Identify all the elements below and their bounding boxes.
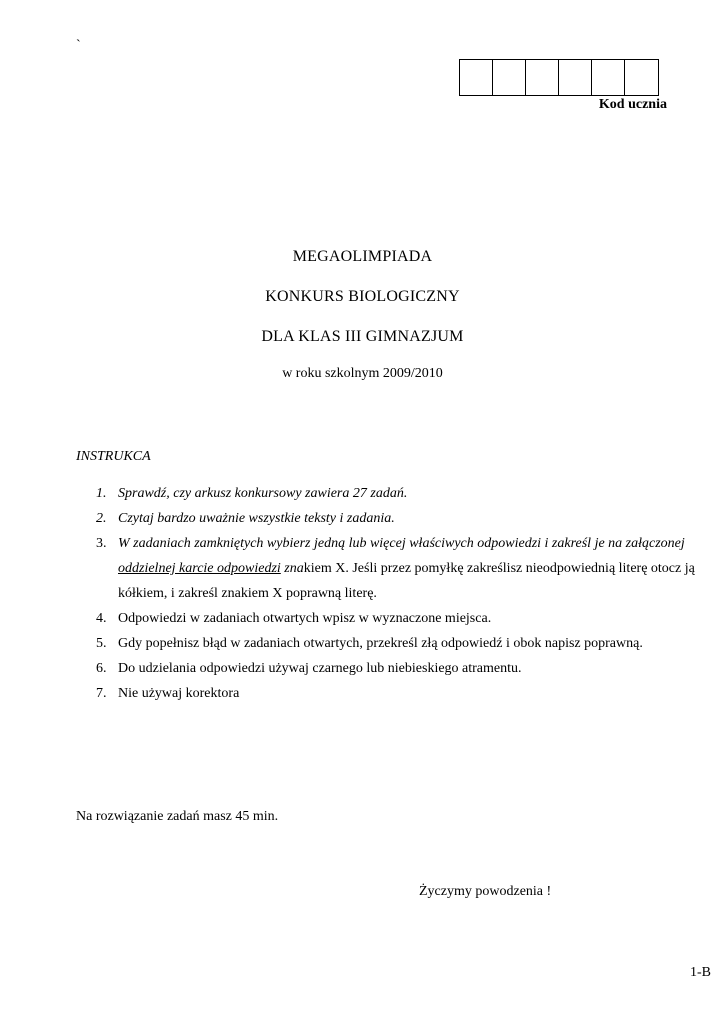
instruction-number: 5. bbox=[96, 636, 107, 651]
instructions-list bbox=[96, 481, 716, 706]
instruction-text-underlined: oddzielnej karcie odpowiedzi bbox=[118, 561, 281, 576]
instruction-text: Gdy popełnisz błąd w zadaniach otwartych, przekreśl złą odpowiedź i obok napisz poprawną. bbox=[118, 636, 643, 651]
instruction-number: 3. bbox=[96, 536, 107, 551]
title-contest-name: MEGAOLIMPIADA bbox=[292, 248, 433, 265]
instruction-text-part: W zadaniach zamkniętych wybierz jedną lub więcej właściwych odpowiedzi i zakreśl je na załączonej bbox=[118, 536, 685, 551]
instruction-item bbox=[96, 606, 716, 631]
instruction-item bbox=[96, 506, 716, 531]
instruction-number: 6. bbox=[96, 661, 107, 676]
student-code-box[interactable] bbox=[625, 60, 658, 95]
instruction-number: 7. bbox=[96, 686, 107, 701]
title-school-year: w roku szkolnym 2009/2010 bbox=[282, 366, 443, 381]
instruction-text: Odpowiedzi w zadaniach otwartych wpisz w wyznaczone miejsca. bbox=[118, 611, 492, 626]
student-code-box[interactable] bbox=[592, 60, 625, 95]
instruction-text: Czytaj bardzo uważnie wszystkie teksty i zadania. bbox=[118, 511, 395, 526]
student-code-box[interactable] bbox=[526, 60, 559, 95]
instruction-item bbox=[96, 631, 716, 656]
instruction-number: 4. bbox=[96, 611, 107, 626]
instruction-text-part: zna bbox=[280, 561, 304, 576]
instruction-item bbox=[96, 481, 716, 506]
student-code-box[interactable] bbox=[493, 60, 526, 95]
instruction-item bbox=[96, 681, 716, 706]
instruction-item bbox=[96, 656, 716, 681]
instruction-text: Nie używaj korektora bbox=[118, 686, 240, 701]
student-code-label: Kod ucznia bbox=[598, 97, 667, 112]
time-limit-note: Na rozwiązanie zadań masz 45 min. bbox=[76, 809, 279, 824]
corner-mark: ` bbox=[76, 38, 81, 53]
good-luck-message: Życzymy powodzenia ! bbox=[419, 884, 552, 899]
instruction-text: Sprawdź, czy arkusz konkursowy zawiera 27 zadań. bbox=[118, 486, 408, 501]
instruction-text: Do udzielania odpowiedzi używaj czarnego lub niebieskiego atramentu. bbox=[118, 661, 522, 676]
instructions-heading: INSTRUKCA bbox=[76, 449, 151, 464]
instruction-number: 2. bbox=[96, 511, 107, 526]
title-subject: KONKURS BIOLOGICZNY bbox=[265, 288, 460, 305]
instruction-number: 1. bbox=[96, 486, 107, 501]
instruction-text bbox=[118, 531, 716, 606]
title-grade: DLA KLAS III GIMNAZJUM bbox=[261, 328, 464, 345]
student-code-boxes[interactable] bbox=[459, 59, 659, 96]
instruction-text-part: kiem X. Jeśli przez pomyłkę zakreślisz nieodpowiednią literę otocz ją kółkiem, i zakreśl znakiem X poprawną literę. bbox=[118, 561, 695, 601]
student-code-box[interactable] bbox=[460, 60, 493, 95]
instruction-item bbox=[96, 531, 716, 606]
student-code-box[interactable] bbox=[559, 60, 592, 95]
page-number: 1-B bbox=[690, 965, 711, 980]
